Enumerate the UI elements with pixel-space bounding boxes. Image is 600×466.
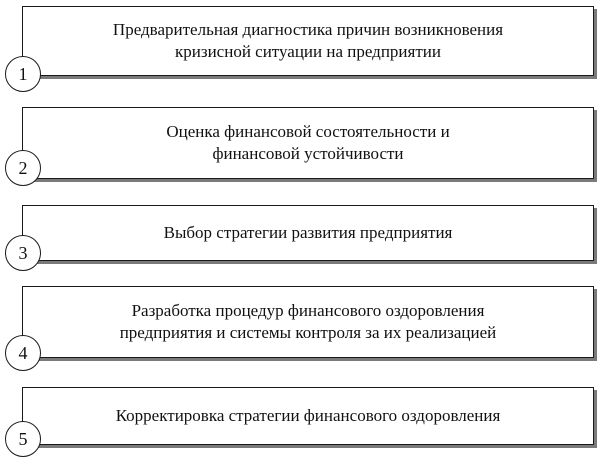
- step-5-text: Корректировка стратегии финансового оздоровления: [115, 406, 501, 425]
- step-2-text: Оценка финансовой состоятельности и финансовой устойчивости: [166, 122, 450, 163]
- step-2-box: [22, 107, 594, 179]
- step-4-text: Разработка процедур финансового оздоровления предприятия и системы контроля за их реализацией: [119, 301, 497, 342]
- step-1-number-circle: 1: [5, 56, 41, 92]
- step-1-box: [22, 6, 594, 76]
- step-5-number-circle: 5: [5, 421, 41, 457]
- step-1-text: Предварительная диагностика причин возникновения кризисной ситуации на предприятии: [112, 20, 504, 61]
- step-3-box: [22, 205, 594, 261]
- step-4-box: [22, 286, 594, 358]
- step-3-number-circle: 3: [5, 235, 41, 271]
- step-4-number-circle: 4: [5, 335, 41, 371]
- step-5-box: [22, 387, 594, 445]
- step-2-number-circle: 2: [5, 150, 41, 186]
- step-3-text: Выбор стратегии развития предприятия: [163, 223, 453, 242]
